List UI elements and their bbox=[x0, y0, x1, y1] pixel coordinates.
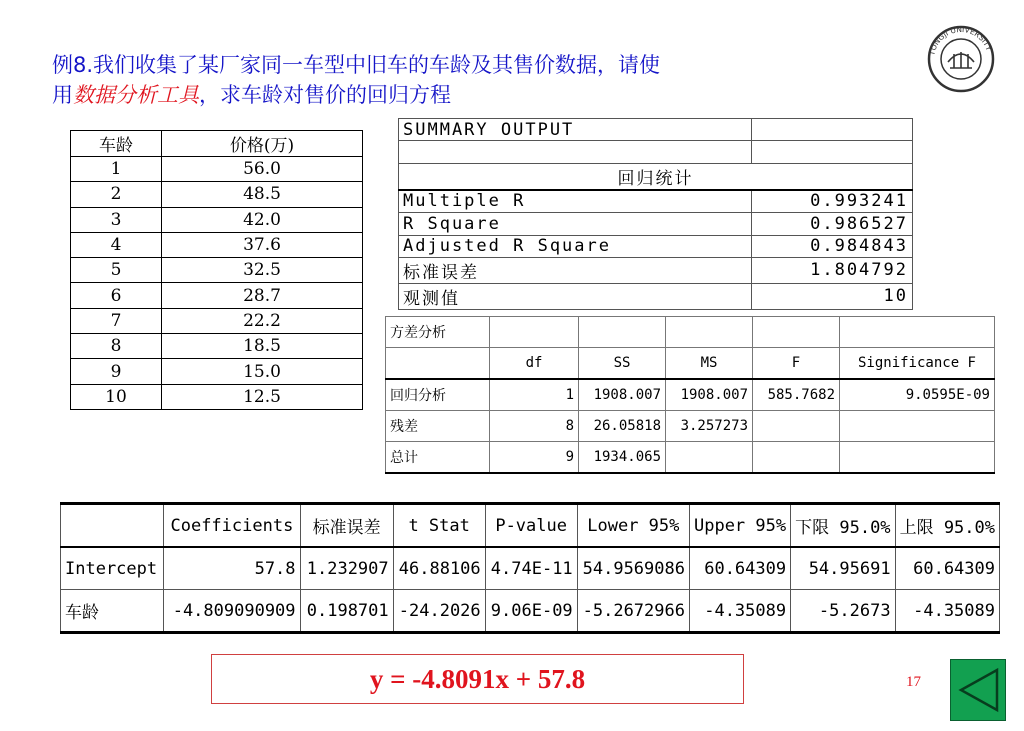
table-cell bbox=[61, 504, 164, 548]
header-std-error: 标准误差 bbox=[300, 504, 393, 548]
summary-label: R Square bbox=[399, 213, 752, 235]
table-cell: 1908.007 bbox=[666, 379, 753, 411]
table-cell: 7 bbox=[71, 308, 162, 333]
title-emphasis: 数据分析工具 bbox=[73, 83, 199, 107]
table-cell: 10 bbox=[71, 384, 162, 409]
table-row bbox=[71, 384, 363, 409]
table-cell: 2 bbox=[71, 182, 162, 207]
table-cell bbox=[753, 411, 840, 442]
table-cell: 4.74E-11 bbox=[485, 547, 577, 590]
table-cell: 32.5 bbox=[162, 258, 363, 283]
table-cell: -4.35089 bbox=[689, 590, 790, 633]
table-row bbox=[399, 283, 913, 309]
anova-title-row bbox=[386, 317, 995, 348]
header-car-age: 车龄 bbox=[71, 131, 162, 157]
anova-header-row bbox=[386, 348, 995, 380]
summary-section-title: 回归统计 bbox=[399, 163, 913, 190]
header-significance-f: Significance F bbox=[840, 348, 995, 380]
table-row bbox=[399, 213, 913, 235]
header-p-value: P-value bbox=[485, 504, 577, 548]
coef-row-label: 车龄 bbox=[61, 590, 164, 633]
header-upper-95-0: 上限 95.0% bbox=[895, 504, 999, 548]
regression-equation: y = -4.8091x + 57.8 bbox=[211, 654, 744, 704]
table-cell: 54.9569086 bbox=[577, 547, 689, 590]
header-price: 价格(万) bbox=[162, 131, 363, 157]
table-row bbox=[386, 379, 995, 411]
table-cell: -4.35089 bbox=[895, 590, 999, 633]
table-cell: 1 bbox=[71, 157, 162, 182]
header-f: F bbox=[753, 348, 840, 380]
table-cell bbox=[666, 317, 753, 348]
table-cell bbox=[753, 442, 840, 474]
summary-blank-row bbox=[399, 141, 913, 163]
table-cell bbox=[386, 348, 490, 380]
table-cell: 15.0 bbox=[162, 359, 363, 384]
slide-title bbox=[52, 50, 872, 110]
coefficients-header-row bbox=[61, 504, 1000, 548]
table-cell: 3.257273 bbox=[666, 411, 753, 442]
table-cell: -4.809090909 bbox=[164, 590, 300, 633]
summary-label: 观测值 bbox=[399, 283, 752, 309]
university-seal-icon bbox=[926, 24, 996, 94]
summary-value: 10 bbox=[752, 283, 913, 309]
table-row bbox=[71, 258, 363, 283]
table-cell: 585.7682 bbox=[753, 379, 840, 411]
table-row bbox=[386, 411, 995, 442]
anova-row-label: 残差 bbox=[386, 411, 490, 442]
table-cell: 26.05818 bbox=[579, 411, 666, 442]
table-cell: 57.8 bbox=[164, 547, 300, 590]
table-cell: 60.64309 bbox=[895, 547, 999, 590]
table-cell: 18.5 bbox=[162, 334, 363, 359]
table-row bbox=[71, 207, 363, 232]
table-cell: 37.6 bbox=[162, 232, 363, 257]
table-cell: 9 bbox=[490, 442, 579, 474]
table-cell: 0.198701 bbox=[300, 590, 393, 633]
table-cell bbox=[666, 442, 753, 474]
table-cell: 48.5 bbox=[162, 182, 363, 207]
table-cell: 46.88106 bbox=[393, 547, 485, 590]
anova-row-label: 总计 bbox=[386, 442, 490, 474]
header-lower-95: Lower 95% bbox=[577, 504, 689, 548]
table-cell bbox=[840, 411, 995, 442]
table-cell: -5.2672966 bbox=[577, 590, 689, 633]
title-line-2-post: ，求车龄对售价的回归方程 bbox=[199, 83, 451, 107]
coef-row-label: Intercept bbox=[61, 547, 164, 590]
table-cell: 9.06E-09 bbox=[485, 590, 577, 633]
header-t-stat: t Stat bbox=[393, 504, 485, 548]
table-cell bbox=[840, 317, 995, 348]
table-row bbox=[61, 590, 1000, 633]
table-row bbox=[61, 547, 1000, 590]
car-age-price-table bbox=[70, 130, 363, 410]
header-df: df bbox=[490, 348, 579, 380]
header-lower-95-0: 下限 95.0% bbox=[791, 504, 895, 548]
summary-output-table bbox=[398, 118, 913, 310]
table-cell: -24.2026 bbox=[393, 590, 485, 633]
table-cell: 54.95691 bbox=[791, 547, 895, 590]
table-cell: 5 bbox=[71, 258, 162, 283]
summary-value: 0.986527 bbox=[752, 213, 913, 235]
table-cell bbox=[840, 442, 995, 474]
summary-value: 0.993241 bbox=[752, 190, 913, 213]
table-cell: 1.232907 bbox=[300, 547, 393, 590]
logo-text: TONGJI UNIVERSITY bbox=[927, 24, 994, 57]
summary-value: 1.804792 bbox=[752, 257, 913, 283]
summary-label: Multiple R bbox=[399, 190, 752, 213]
table-cell: 3 bbox=[71, 207, 162, 232]
table-cell: 6 bbox=[71, 283, 162, 308]
table-cell: 9.0595E-09 bbox=[840, 379, 995, 411]
coefficients-table bbox=[60, 502, 1000, 634]
table-row bbox=[399, 257, 913, 283]
table-cell: 9 bbox=[71, 359, 162, 384]
summary-title-row bbox=[399, 119, 913, 141]
table-cell bbox=[579, 317, 666, 348]
table-cell: 1934.065 bbox=[579, 442, 666, 474]
table-header-row bbox=[71, 131, 363, 157]
triangle-left-icon bbox=[951, 660, 1005, 720]
summary-label: Adjusted R Square bbox=[399, 235, 752, 257]
anova-title: 方差分析 bbox=[386, 317, 490, 348]
table-cell: 22.2 bbox=[162, 308, 363, 333]
summary-title: SUMMARY OUTPUT bbox=[399, 119, 752, 141]
header-coefficients: Coefficients bbox=[164, 504, 300, 548]
title-line-2-pre: 用 bbox=[52, 83, 73, 107]
anova-table bbox=[385, 316, 995, 474]
table-cell bbox=[490, 317, 579, 348]
table-row bbox=[71, 157, 363, 182]
table-row bbox=[71, 308, 363, 333]
table-cell bbox=[753, 317, 840, 348]
title-line-2 bbox=[52, 80, 872, 110]
previous-slide-button[interactable] bbox=[950, 659, 1006, 721]
table-row bbox=[71, 232, 363, 257]
page-number: 17 bbox=[906, 674, 921, 690]
table-cell: 1 bbox=[490, 379, 579, 411]
table-cell: 28.7 bbox=[162, 283, 363, 308]
table-row bbox=[71, 182, 363, 207]
table-cell: 1908.007 bbox=[579, 379, 666, 411]
table-row bbox=[71, 283, 363, 308]
table-cell: 8 bbox=[71, 334, 162, 359]
title-line-1: 例8.我们收集了某厂家同一车型中旧车的车龄及其售价数据，请使 bbox=[52, 53, 661, 77]
summary-label: 标准误差 bbox=[399, 257, 752, 283]
table-row bbox=[399, 190, 913, 213]
header-ss: SS bbox=[579, 348, 666, 380]
header-upper-95: Upper 95% bbox=[689, 504, 790, 548]
summary-section-row bbox=[399, 163, 913, 190]
table-cell bbox=[752, 119, 913, 141]
table-row bbox=[386, 442, 995, 474]
anova-row-label: 回归分析 bbox=[386, 379, 490, 411]
table-row bbox=[399, 235, 913, 257]
table-cell: -5.2673 bbox=[791, 590, 895, 633]
summary-value: 0.984843 bbox=[752, 235, 913, 257]
table-row bbox=[71, 334, 363, 359]
table-cell: 56.0 bbox=[162, 157, 363, 182]
table-cell: 60.64309 bbox=[689, 547, 790, 590]
table-cell bbox=[752, 141, 913, 163]
table-cell: 4 bbox=[71, 232, 162, 257]
header-ms: MS bbox=[666, 348, 753, 380]
table-cell: 8 bbox=[490, 411, 579, 442]
table-cell: 42.0 bbox=[162, 207, 363, 232]
table-cell bbox=[399, 141, 752, 163]
table-row bbox=[71, 359, 363, 384]
table-cell: 12.5 bbox=[162, 384, 363, 409]
